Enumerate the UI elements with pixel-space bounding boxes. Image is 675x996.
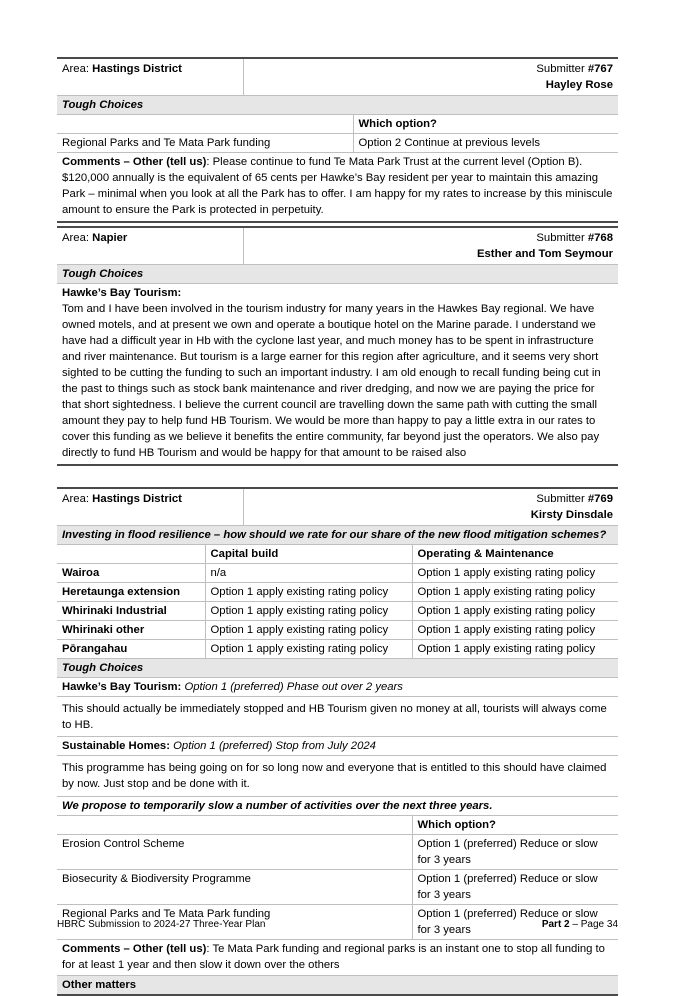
row-label: Regional Parks and Te Mata Park funding: [62, 137, 271, 150]
tourism-body: This should actually be immediately stopped and HB Tourism given no money at all, tourists will always come to HB.: [62, 703, 607, 732]
operating-value: Option 1 apply existing rating policy: [412, 621, 618, 640]
row-label: Erosion Control Scheme: [62, 837, 185, 850]
area-label: Area:: [62, 63, 90, 75]
capital-value: n/a: [205, 564, 412, 583]
section-heading: Tough Choices: [62, 662, 144, 675]
area-cell: [57, 488, 243, 526]
blank-cell: [57, 115, 353, 134]
row-value: Option 1 (preferred) Reduce or slow for 3 years: [412, 869, 618, 904]
row-value: Option 2 Continue at previous levels: [353, 134, 618, 153]
submitter-cell: [243, 58, 618, 96]
submitter-label: Submitter: [536, 232, 585, 244]
row-label: Heretaunga extension: [62, 586, 181, 599]
row-label: Whirinaki Industrial: [62, 605, 167, 618]
submitter-label: Submitter: [536, 63, 585, 75]
footer-page-number: – Page 34: [569, 919, 618, 930]
submitter-number: #767: [587, 63, 613, 75]
row-label: Wairoa: [62, 567, 100, 580]
table-row: [57, 602, 618, 621]
table-row: [57, 869, 618, 904]
capital-value: Option 1 apply existing rating policy: [205, 583, 412, 602]
comments-text: : Please continue to fund Te Mata Park Trust at the current level (Option B). $120,000 annually is the equivalent of 65 cents per Hawke’s Bay resident per year to maintain this amazing Park – minimal when you look at all the Park has to offer. I am happy for my rates to increase by this miniscule amount to ensure the Park is protected in perpetuity.: [62, 156, 613, 217]
row-label: Regional Parks and Te Mata Park funding: [62, 907, 271, 920]
section-heading: Tough Choices: [62, 268, 144, 281]
table-row: [57, 583, 618, 602]
blank-cell: [57, 815, 412, 834]
capital-value: Option 1 apply existing rating policy: [205, 621, 412, 640]
submission-767: [57, 57, 618, 223]
area-cell: [57, 58, 243, 96]
comments-cell: [57, 153, 618, 223]
homes-option: Option 1 (preferred) Stop from July 2024: [173, 740, 376, 753]
table-row: [57, 621, 618, 640]
slow-heading: We propose to temporarily slow a number of activities over the next three years.: [62, 799, 493, 812]
comments-label: Comments – Other (tell us): [62, 156, 207, 169]
section-heading: Tough Choices: [62, 99, 144, 112]
row-value: Option 1 (preferred) Reduce or slow for 3 years: [412, 904, 618, 939]
flood-heading: Investing in flood resilience – how should we rate for our share of the new flood mitigation schemes?: [62, 529, 607, 542]
body-text: Tom and I have been involved in the tourism industry for many years in the Hawkes Bay regional. We have owned motels, and at present we own and operate a boutique hotel on the Marine parade. I understand we have had a difficult year in Hb with the cyclone last year, and much money has to be spent in infrastructure and river maintenance. But tourism is a large earner for this region after agriculture, and it seems very short sighted to be cutting the funding to such an important industry. I am old enough to recall funding being cut in the past to things such as stock bank maintenance and river dredging, and now we are paying the price for that short sightedness. I believe the current council are travelling down the same path with cutting the small amount they pay to help fund HB Tourism. We would be more than happy to pay a little extra in our rates to cover this funding as we believe it benefits the entire community, far beyond just the operators. We also pay directly to fund HB Tourism and would be happy for that amount to be raised also: [62, 303, 601, 460]
table-row: [57, 834, 618, 869]
comments-cell: [57, 939, 618, 975]
submission-header: [57, 488, 618, 526]
operating-value: Option 1 apply existing rating policy: [412, 564, 618, 583]
area-label: Area:: [62, 493, 90, 505]
footer-part: Part 2: [541, 919, 570, 930]
operating-value: Option 1 apply existing rating policy: [412, 583, 618, 602]
which-option-header: Which option?: [353, 115, 618, 134]
row-label: Biosecurity & Biodiversity Programme: [62, 872, 251, 885]
table-row: [57, 640, 618, 659]
submitter-name: Esther and Tom Seymour: [476, 248, 613, 261]
area-cell: [57, 227, 243, 265]
submitter-number: #769: [587, 493, 613, 505]
area-value: Hastings District: [92, 63, 182, 75]
table-row: [57, 564, 618, 583]
submission-768: [57, 226, 618, 466]
homes-body: This programme has being going on for so long now and everyone that is entitled to this should have claimed by now. Just stop and be done with it.: [62, 762, 607, 791]
submitter-cell: [243, 488, 618, 526]
which-option-header: Which option?: [412, 815, 618, 834]
submission-header: [57, 227, 618, 265]
tourism-option: Option 1 (preferred) Phase out over 2 years: [184, 681, 403, 694]
comments-label: Comments – Other (tell us): [62, 942, 207, 955]
operating-value: Option 1 apply existing rating policy: [412, 602, 618, 621]
capital-header: Capital build: [205, 545, 412, 564]
homes-option-cell: [57, 737, 618, 756]
blank-cell: [57, 545, 205, 564]
submitter-name: Kirsty Dinsdale: [530, 509, 613, 522]
submitter-number: #768: [587, 232, 613, 244]
footer-page: [542, 918, 618, 932]
tourism-label: Hawke’s Bay Tourism:: [62, 681, 182, 694]
area-value: Napier: [92, 232, 128, 244]
topic-label: Hawke’s Bay Tourism:: [62, 287, 182, 300]
operating-value: Option 1 apply existing rating policy: [412, 640, 618, 659]
submitter-label: Submitter: [536, 493, 585, 505]
tourism-cell: [57, 284, 618, 466]
submitter-cell: [243, 227, 618, 265]
submission-header: [57, 58, 618, 96]
capital-value: Option 1 apply existing rating policy: [205, 602, 412, 621]
footer-title: HBRC Submission to 2024-27 Three-Year Plan: [57, 919, 266, 930]
submitter-name: Hayley Rose: [545, 79, 613, 92]
other-matters-heading: Other matters: [62, 978, 137, 991]
table-row: [57, 134, 618, 153]
comments-text: : Te Mata Park funding and regional parks is an instant one to stop all funding to for at least 1 year and then slow it down over the others: [62, 942, 605, 971]
row-value: Option 1 (preferred) Reduce or slow for 3 years: [412, 834, 618, 869]
operating-header: Operating & Maintenance: [412, 545, 618, 564]
capital-value: Option 1 apply existing rating policy: [205, 640, 412, 659]
tourism-option-cell: [57, 678, 618, 697]
area-label: Area:: [62, 232, 90, 244]
row-label: Whirinaki other: [62, 624, 145, 637]
row-label: Pōrangahau: [62, 643, 128, 656]
area-value: Hastings District: [92, 493, 182, 505]
homes-label: Sustainable Homes:: [62, 740, 170, 753]
